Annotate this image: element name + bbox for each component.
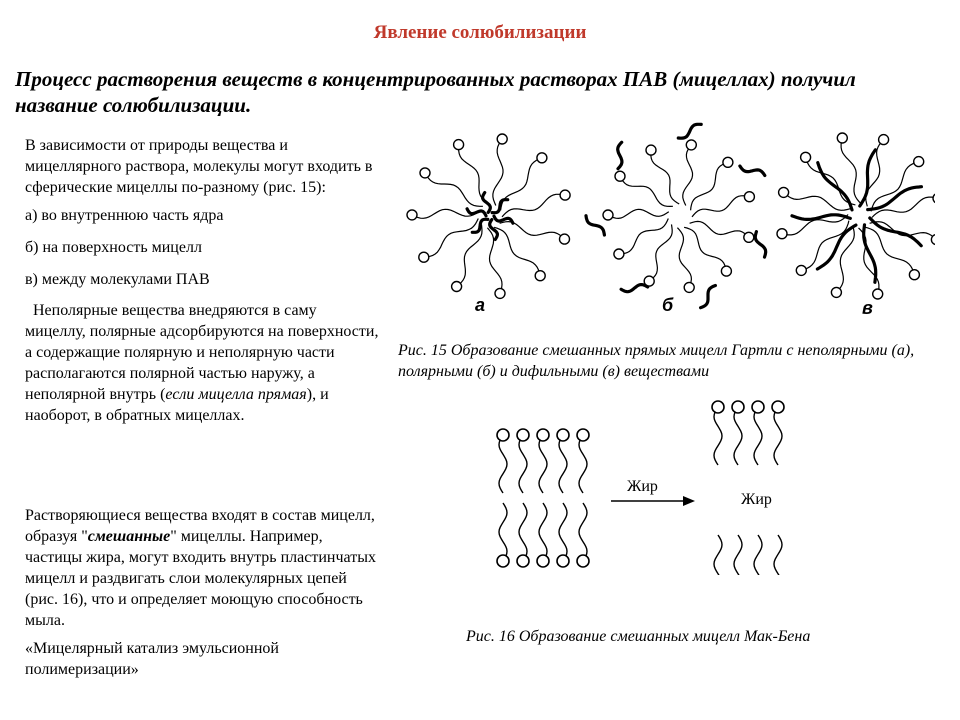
text-column-top	[25, 135, 380, 426]
surfactant-tail	[519, 503, 527, 561]
solubilized-molecule	[467, 209, 486, 216]
mixed-micelles-paragraph	[25, 505, 380, 631]
surfactant-tail	[714, 535, 722, 575]
surfactant-tail	[559, 435, 567, 493]
surfactant-head	[744, 232, 754, 242]
lamellar-micelle-with-fat	[712, 401, 785, 575]
surfactant-head	[837, 133, 847, 143]
list-item-c: в) между молекулами ПАВ	[25, 271, 210, 288]
arrow-label: Жир	[627, 478, 658, 495]
surfactant-tail	[579, 503, 587, 561]
solubilized-molecule	[740, 166, 765, 176]
surfactant-head	[577, 555, 589, 567]
surfactant-head	[732, 401, 744, 413]
solubilized-molecule	[678, 124, 701, 138]
solubilized-molecule	[860, 150, 876, 206]
surfactant-tail	[499, 435, 507, 493]
surfactant-tail	[683, 145, 693, 206]
surfactant-head	[615, 171, 625, 181]
solubilized-molecule	[818, 163, 852, 210]
page-title: Явление солюбилизации	[373, 22, 587, 43]
mixed-text-start: Растворяющиеся вещества входят в состав мицелл, образуя "	[25, 507, 375, 545]
surfactant-tail	[754, 407, 762, 465]
micelle-c	[777, 133, 935, 299]
surfactant-tail	[734, 535, 742, 575]
figure-15-label-c: в	[862, 298, 873, 318]
surfactant-head	[454, 140, 464, 150]
mixed-text-bold: смешанные	[87, 528, 171, 545]
surfactant-tail	[754, 535, 762, 575]
surfactant-head	[497, 555, 509, 567]
surfactant-head	[646, 145, 656, 155]
surfactant-head	[801, 152, 811, 162]
surfactant-head	[772, 401, 784, 413]
surfactant-head	[537, 555, 549, 567]
surfactant-head	[684, 282, 694, 292]
surfactant-tail	[690, 221, 749, 237]
surfactant-head	[909, 270, 919, 280]
surfactant-head	[614, 249, 624, 259]
surfactant-head	[535, 271, 545, 281]
surfactant-head	[723, 157, 733, 167]
list-item-b: б) на поверхность мицелл	[25, 239, 202, 256]
solubilized-molecule	[817, 225, 856, 269]
solubilized-molecule	[483, 193, 491, 213]
arrow-head-icon	[683, 496, 695, 506]
surfactant-tail	[692, 196, 749, 217]
surfactant-head	[577, 429, 589, 441]
surfactant-tail	[539, 435, 547, 493]
surfactant-tail	[691, 162, 728, 210]
surfactant-tail	[502, 194, 565, 217]
catalysis-paragraph: «Мицелярный катализ эмульсионной полимеризации»	[25, 640, 279, 678]
surfactant-head	[517, 429, 529, 441]
figure-15-label-b: б	[662, 295, 674, 315]
surfactant-head	[777, 229, 787, 239]
surfactant-head	[779, 187, 789, 197]
surfactant-tail	[425, 173, 483, 206]
surfactant-head	[744, 192, 754, 202]
surfactant-head	[560, 234, 570, 244]
surfactant-tail	[559, 503, 567, 561]
surfactant-tail	[714, 407, 722, 465]
surfactant-head	[831, 287, 841, 297]
fat-label: Жир	[741, 491, 772, 508]
surfactant-tail	[519, 435, 527, 493]
surfactant-head	[796, 265, 806, 275]
surfactant-head	[879, 135, 889, 145]
text-column-bottom	[25, 505, 380, 680]
surfactant-head	[452, 282, 462, 292]
lead-paragraph: Процесс растворения веществ в концентрированных растворах ПАВ (мицеллах) получил название солюбилизации.	[15, 67, 856, 117]
surfactant-head	[560, 190, 570, 200]
surfactant-tail	[774, 535, 782, 575]
surfactant-tail	[424, 219, 479, 258]
figure-16-caption: Рис. 16 Образование смешанных мицелл Мак-Бена	[466, 628, 811, 645]
list-item-a: а) во внутреннюю часть ядра	[25, 207, 224, 224]
nonpolar-text-start: Неполярные вещества внедряются в саму мицеллу, полярные адсорбируются на поверхности, а содержащие полярную и неполярную части располагаются полярной частью наружу, а неполярной внутрь (	[25, 302, 379, 403]
surfactant-tail	[774, 407, 782, 465]
surfactant-head	[914, 157, 924, 167]
surfactant-head	[933, 193, 935, 203]
surfactant-head	[557, 429, 569, 441]
surfactant-head	[603, 210, 613, 220]
surfactant-tail	[579, 435, 587, 493]
surfactant-tail	[457, 224, 482, 286]
surfactant-head	[495, 288, 505, 298]
surfactant-head	[407, 210, 417, 220]
surfactant-tail	[501, 158, 542, 211]
surfactant-head	[420, 168, 430, 178]
solubilized-molecule	[701, 286, 716, 308]
micelle-a	[407, 134, 570, 298]
surfactant-head	[686, 140, 696, 150]
intro-paragraph: В зависимости от природы вещества и мицеллярного раствора, молекулы могут входить в сферические мицеллы по-разному (рис. 15):	[25, 137, 373, 196]
surfactant-tail	[539, 503, 547, 561]
surfactant-head	[537, 429, 549, 441]
nonpolar-text-italic: если мицелла прямая	[165, 386, 307, 403]
surfactant-head	[497, 134, 507, 144]
surfactant-tail	[859, 228, 879, 294]
surfactant-tail	[493, 139, 503, 206]
surfactant-tail	[608, 209, 669, 218]
mixed-text-end: " мицеллы. Например, частицы жира, могут входить внутрь пластинчатых мицелл и раздвигать слои молекулярных цепей (рис. 16), что и определяет моющую способность мыла.	[25, 528, 376, 629]
surfactant-tail	[499, 503, 507, 561]
surfactant-head	[931, 235, 935, 245]
surfactant-tail	[734, 407, 742, 465]
surfactant-head	[712, 401, 724, 413]
solubilized-molecule	[755, 232, 765, 257]
solubilized-molecule	[868, 187, 922, 210]
surfactant-tail	[619, 219, 668, 255]
surfactant-head	[557, 555, 569, 567]
surfactant-tail	[649, 224, 672, 281]
solubilized-molecule	[792, 215, 850, 220]
surfactant-head	[752, 401, 764, 413]
surfactant-tail	[500, 222, 565, 240]
surfactant-head	[517, 555, 529, 567]
surfactant-head	[537, 153, 547, 163]
nonpolar-text-end: ), и наоборот, в обратных мицеллах.	[25, 386, 329, 424]
solubilized-molecule	[864, 225, 876, 282]
solubilized-molecule	[621, 285, 648, 292]
nonpolar-paragraph	[25, 300, 380, 426]
solubilized-molecule	[618, 142, 622, 168]
figure-15-caption: Рис. 15 Образование смешанных прямых мицелл Гартли с неполярными (а), полярными (б) и дифильными (в) веществами	[398, 342, 915, 380]
solubilized-molecule	[586, 216, 604, 235]
micelle-b	[586, 124, 766, 307]
surfactant-head	[497, 429, 509, 441]
surfactant-head	[873, 289, 883, 299]
surfactant-tail	[677, 228, 691, 288]
surfactant-tail	[494, 227, 540, 275]
surfactant-head	[419, 252, 429, 262]
lamellar-micelle-initial	[497, 429, 589, 567]
figure-15-label-a: а	[475, 295, 486, 315]
surfactant-head	[721, 266, 731, 276]
surfactant-tail	[620, 176, 673, 206]
